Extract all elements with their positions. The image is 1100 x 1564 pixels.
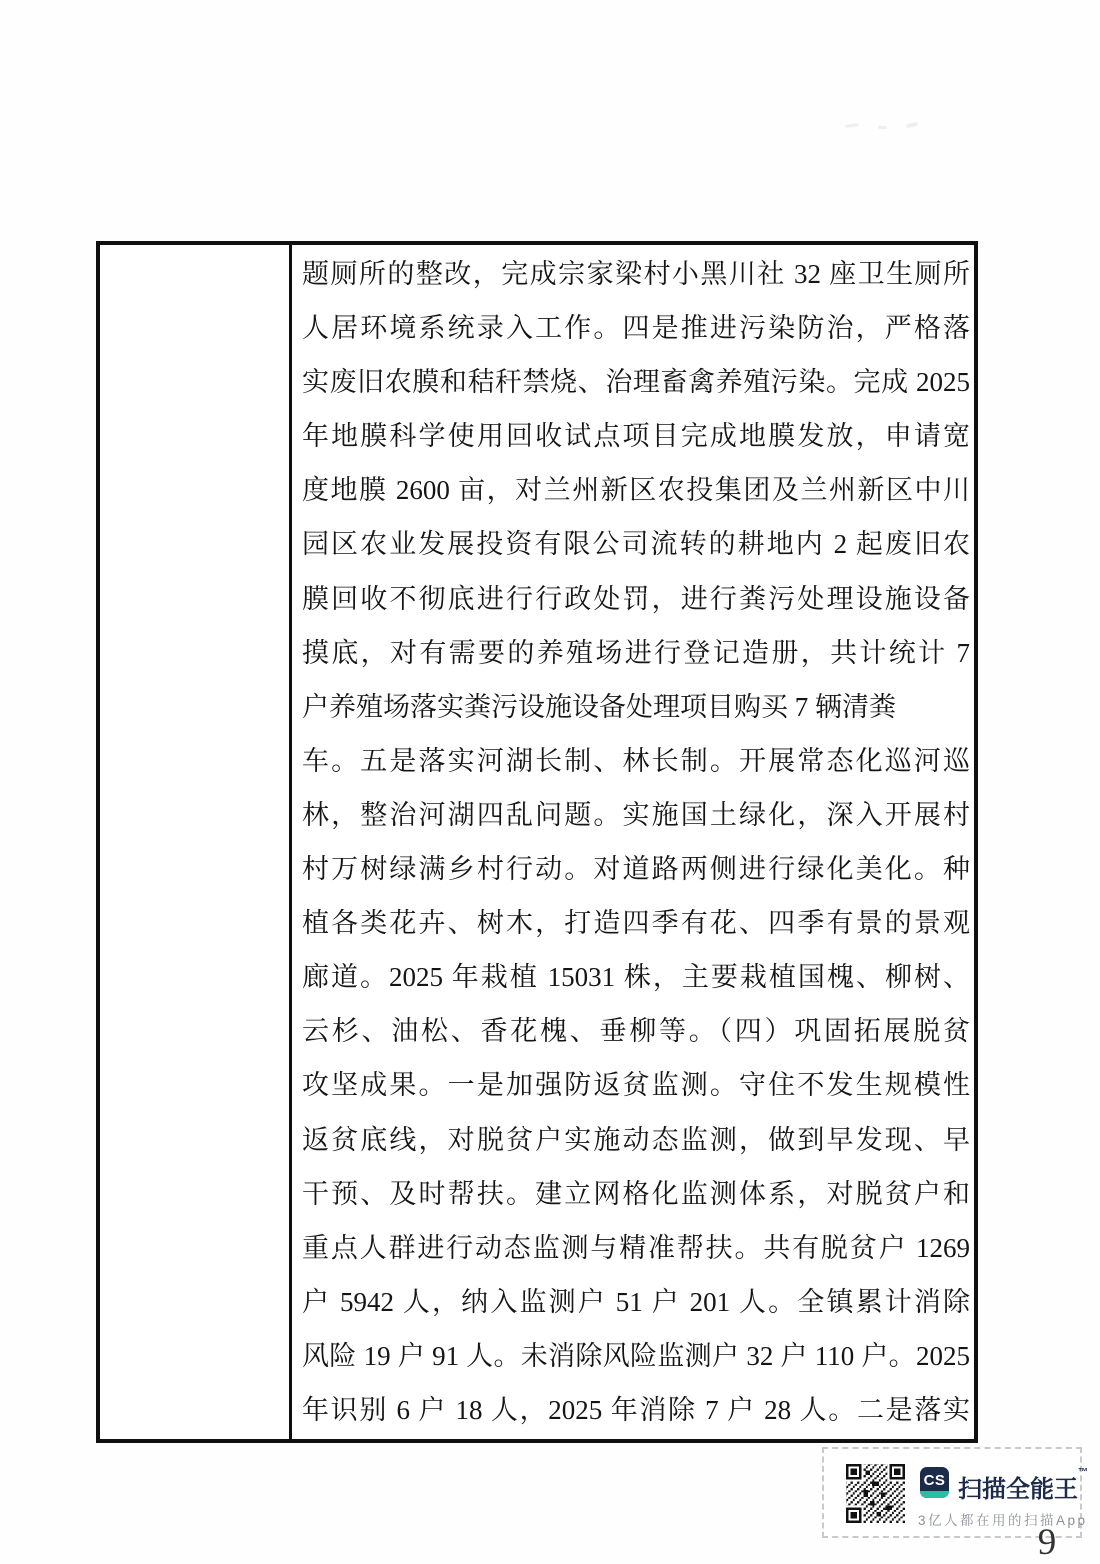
scan-smudge — [906, 122, 919, 129]
text-line: 年识别 6 户 18 人，2025 年消除 7 户 28 人。二是落实 — [302, 1394, 970, 1425]
text-line: 车。五是落实河湖长制、林长制。开展常态化巡河巡 — [302, 745, 970, 776]
text-line: 干预、及时帮扶。建立网格化监测体系，对脱贫户和 — [302, 1178, 970, 1209]
text-line: 题厕所的整改，完成宗家梁村小黑川社 32 座卫生厕所 — [302, 259, 970, 289]
camscanner-logo-icon — [920, 1467, 949, 1498]
text-line: 云杉、油松、香花槐、垂柳等。（四）巩固拓展脱贫 — [302, 1016, 970, 1047]
camscanner-tagline: 3亿人都在用的扫描App — [918, 1513, 1088, 1528]
scan-smudge — [878, 126, 887, 130]
text-line: 年地膜科学使用回收试点项目完成地膜发放，申请宽 — [302, 421, 970, 452]
text-line: 返贫底线，对脱贫户实施动态监测，做到早发现、早 — [302, 1124, 970, 1155]
qr-code-icon — [844, 1462, 907, 1525]
text-line: 膜回收不彻底进行行政处罚，进行粪污处理设施设备 — [302, 583, 970, 614]
table-cell-left — [100, 245, 292, 1439]
text-line: 实废旧农膜和秸秆禁烧、治理畜禽养殖污染。完成 2025 — [302, 367, 970, 398]
text-line: 村万树绿满乡村行动。对道路两侧进行绿化美化。种 — [302, 854, 970, 885]
text-line: 摸底，对有需要的养殖场进行登记造册，共计统计 7 — [302, 637, 970, 668]
camscanner-logo-letters: CS — [923, 1471, 946, 1489]
text-line: 植各类花卉、树木，打造四季有花、四季有景的景观 — [302, 908, 970, 939]
text-line: 林，整治河湖四乱问题。实施国土绿化，深入开展村 — [302, 799, 970, 830]
text-line: 廊道。2025 年栽植 15031 株，主要栽植国槐、柳树、 — [302, 962, 970, 993]
document-table — [96, 241, 978, 1443]
app-name-text: 扫描全能王 — [958, 1476, 1078, 1503]
camscanner-app-name — [958, 1469, 1088, 1504]
table-cell-body-text — [292, 245, 974, 1439]
text-line: 园区农业发展投资有限公司流转的耕地内 2 起废旧农 — [302, 529, 970, 560]
text-line: 度地膜 2600 亩，对兰州新区农投集团及兰州新区中川 — [302, 475, 970, 506]
text-line: 攻坚成果。一是加强防返贫监测。守住不发生规模性 — [302, 1070, 970, 1101]
text-line: 户 5942 人，纳入监测户 51 户 201 人。全镇累计消除 — [302, 1286, 970, 1317]
camscanner-logo-teal-strip — [920, 1491, 949, 1498]
text-line: 人居环境系统录入工作。四是推进污染防治，严格落 — [302, 313, 970, 344]
page-number: 9 — [1037, 1522, 1057, 1563]
text-line: 重点人群进行动态监测与精准帮扶。共有脱贫户 1269 — [302, 1232, 970, 1263]
text-line: 风险 19 户 91 人。未消除风险监测户 32 户 110 户。2025 — [302, 1340, 970, 1371]
scan-smudge — [845, 123, 859, 128]
text-line: 户养殖场落实粪污设施设备处理项目购买 7 辆清粪 — [302, 691, 896, 722]
trademark-symbol: ™ — [1078, 1467, 1088, 1478]
